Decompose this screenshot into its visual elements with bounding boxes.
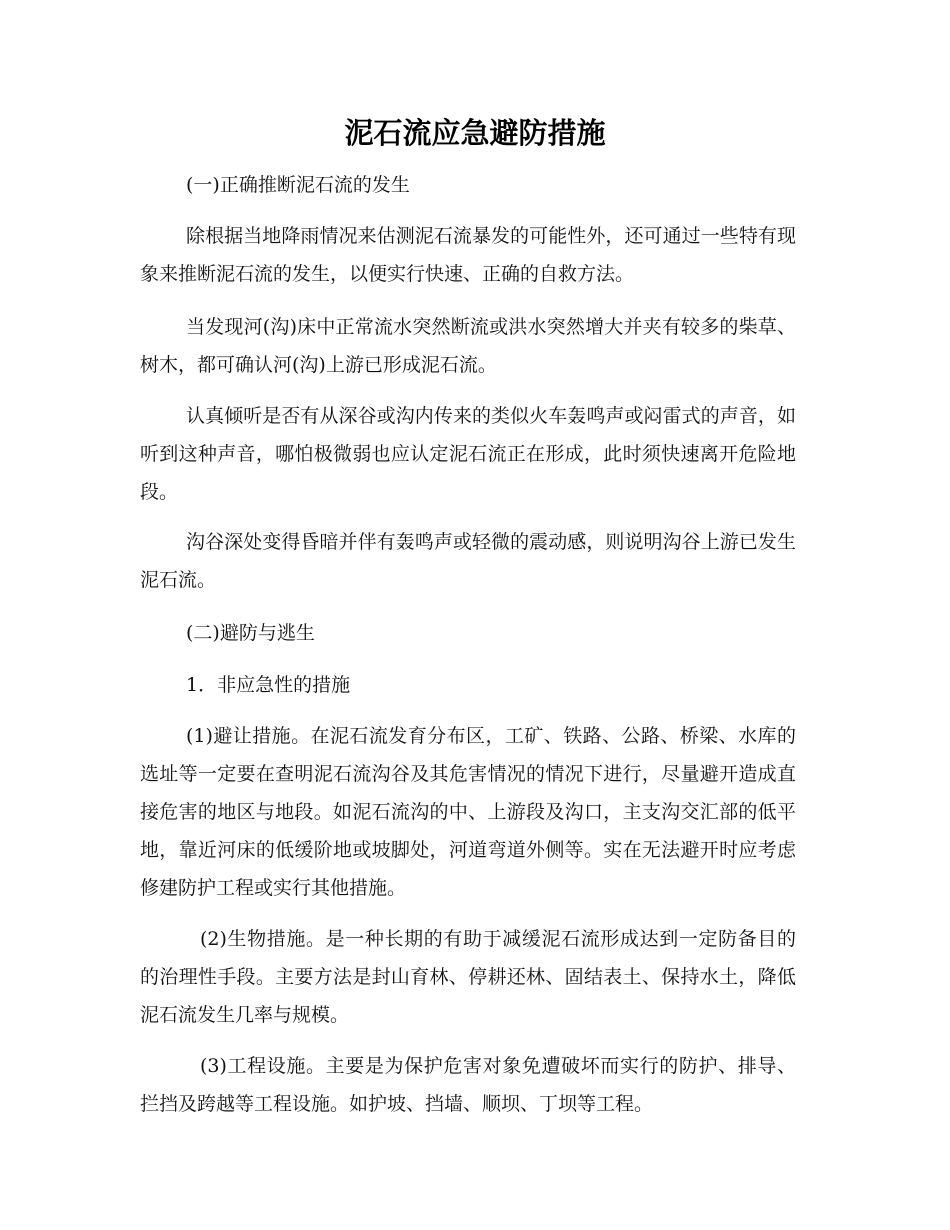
paragraph: 除根据当地降雨情况来估测泥石流暴发的可能性外，还可通过一些特有现象来推断泥石流的发生，以便实行快速、正确的自救方法。 — [140, 225, 796, 285]
paragraph: 当发现河(沟)床中正常流水突然断流或洪水突然增大并夹有较多的柴草、树木，都可确认河(沟)上游已形成泥石流。 — [140, 316, 796, 376]
paragraph: (3)工程设施。主要是为保护危害对象免遭破坏而实行的防护、排导、拦挡及跨越等工程设施。如护坡、挡墙、顺坝、丁坝等工程。 — [140, 1055, 796, 1115]
paragraph: (2)生物措施。是一种长期的有助于减缓泥石流形成达到一定防备目的的治理性手段。主要方法是封山育林、停耕还林、固结表土、保持水土，降低泥石流发生几率与规模。 — [140, 928, 796, 1026]
document-title: 泥石流应急避防措施 — [344, 116, 606, 150]
paragraph: 沟谷深处变得昏暗并伴有轰鸣声或轻微的震动感，则说明沟谷上游已发生泥石流。 — [140, 531, 796, 591]
paragraph: 认真倾听是否有从深谷或沟内传来的类似火车轰鸣声或闷雷式的声音，如听到这种声音，哪怕极微弱也应认定泥石流正在形成，此时须快速离开危险地段。 — [140, 405, 796, 503]
section-heading-1: (一)正确推断泥石流的发生 — [186, 174, 410, 196]
section-heading-2: (二)避防与逃生 — [186, 622, 315, 644]
paragraph: (1)避让措施。在泥石流发育分布区，工矿、铁路、公路、桥梁、水库的选址等一定要在查明泥石流沟谷及其危害情况的情况下进行，尽量避开造成直接危害的地区与地段。如泥石流沟的中、上游段及沟口，主支沟交汇部的低平地，靠近河床的低缓阶地或坡脚处，河道弯道外侧等。实在无法避开时应考虑修建防护工程或实行其他措施。 — [140, 725, 796, 899]
subsection-heading: 1．非应急性的措施 — [186, 674, 351, 696]
